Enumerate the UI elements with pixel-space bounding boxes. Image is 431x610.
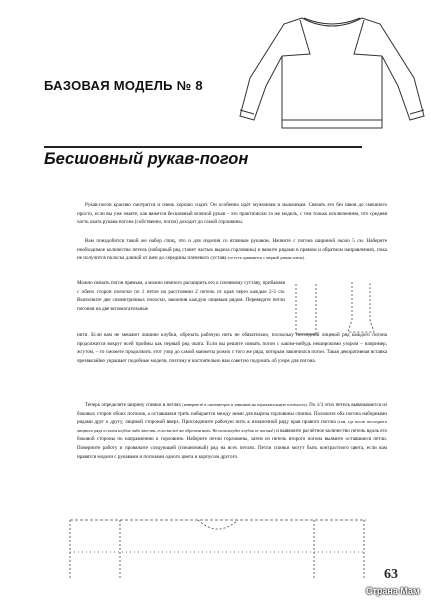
paragraph-back: Теперь определите ширину спинки в петлях (измерив её в сантиметрах и умножив на горизонтальную плотность). По 1/3 этих петель вывязывается из боковых сторон обоих погонов, а оставшаяся треть набирается между ними для выреза горловины спинки. Положите оба погона наборными рядами друг к другу, лицевой стороной вверх. Присоедините рабочую нить к изнаночной ряду края правого погона (там, где после последнего лицевого ряда осталея клубок либо хвостик, если вы всё же обрезали нить. Не используйте клубок от погона!) и вывяжите расчётное количество петель вдоль его боковой стороны по направлению к горловине. Наберите петли горловины, затем из петель второго погона выямите оставшиеся петли. Поверните работу и провяжите следующий (изнаночный) ряд на всех петлях. Петли спинки могут быть контрастного цвета, если вам нравятся модели с рукавами и погонами одного цвета и корпусом другого.: [77, 402, 388, 460]
section-divider: [44, 146, 362, 148]
strap-diagram: [290, 262, 390, 338]
model-title: БАЗОВАЯ МОДЕЛЬ № 8: [44, 78, 203, 93]
paragraph-strap-continued: нити. Если вам не мешают лишние клубки, обрезать рабочую нить не обязательно, поскольку последний лицевой ряд каждого погона продолжится вокруг всей проймы как первый ряд оката. Если вы решите связать погон с каким-нибудь неширокими узором – например, жгутом, – то сможете продолжить этот узор до самой манжеты рожно с того же ряда, которым закончился погон. Такая декоративная вставка чрезвычайно украшает подобные модели, поэтому я настоятельно вам советую подумать об узоре для погона.: [77, 332, 387, 364]
page-number: 63: [384, 567, 398, 582]
paragraph-instructions: Вам понадобится такой же набор спиц, что и для изделия со втачным рукавом. Начните с погона шириной около 5 см. Наберите необходимое количество петель (наборный ряд станет частью выреза горловины) и вяжите рядами в прямом и обратном направлениях, пока не получится полоска длиной от шеи до середины плечевого сустава (то есть сравняется с меркой длины плеча).: [77, 238, 387, 262]
section-title: Бесшовный рукав-погон: [44, 150, 249, 168]
sweater-illustration: [234, 10, 430, 136]
paragraph-strap: Можно связать погон прямым, а можно немного расширить его к плечевому суставу, прибавляя с обеих сторон полоски по 1 петле на расстоянии 2 петель от края через каждые 2-3 см. Выполните две симметричных полоски, закончив каждую лицевым рядом. Переведите петли погонов на две вспомогательные: [77, 280, 285, 312]
paragraph-intro: Рукав-погон красиво смотрится и очень хорошо сидит. Он особенно идёт мужчинам и мальчикам. Связать его без швов до смешного просто, если вы уже знаете, как вяжется бесшовный втачной рукав – это практически та же модель, с тем только исключением, что средняя часть оката рукава-погона (собственно, погон) доходит до самой горловины.: [77, 202, 387, 226]
back-diagram: [68, 516, 368, 582]
site-watermark: Страна Мам: [366, 586, 420, 596]
